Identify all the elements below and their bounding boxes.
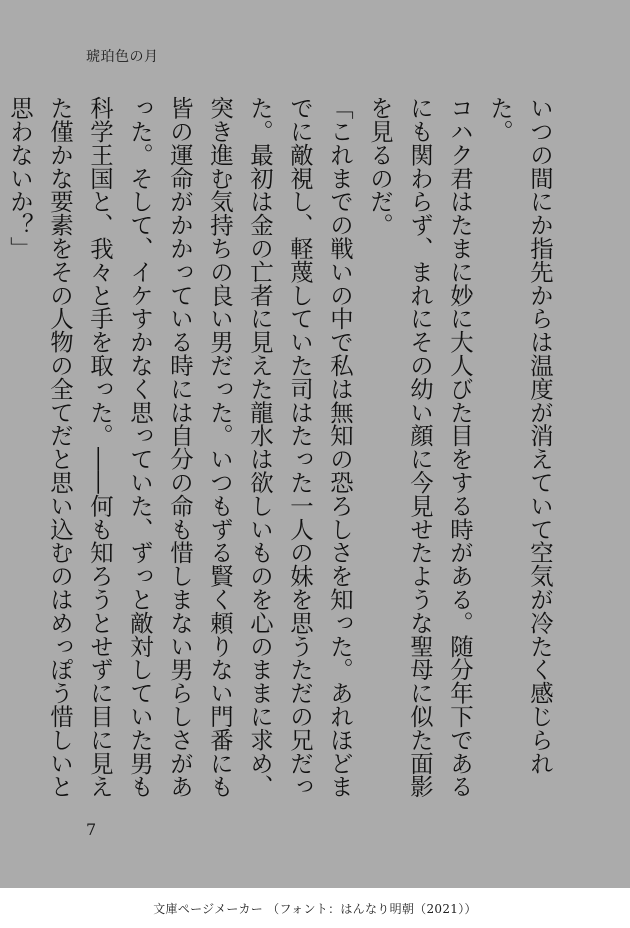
body-text bbox=[6, 96, 560, 816]
paragraph: いつの間にか指先からは温度が消えていて空気が冷たく感じられた。 bbox=[486, 96, 554, 775]
paragraph: 「これまでの戦いの中で私は無知の恐ろしさを知った。あれほどまでに敵視し、軽蔑していた司はたった一人の妹を思うただの兄だった。最初は金の亡者に見えた龍水は欲しいものを心のままに求め、突き進む気持ちの良い男だった。いつもずる賢く頼りない門番にも皆の運命がかかっている時には自分の命も惜しまない男らしさがあった。そして、イケすかなく思っていた、ずっと敵対していた男も科学王国と、我々と手を取った。――何も知ろうとせずに目に見えた僅かな要素をその人物の全てだと思い込むのはめっぽう惜しいと思わないか？」 bbox=[6, 96, 354, 798]
running-title: 琥珀色の月 bbox=[86, 49, 159, 65]
page-number: 7 bbox=[86, 820, 97, 839]
footer bbox=[0, 888, 630, 928]
footer-caption: 文庫ページメーカー （フォント：はんなり明朝（2021）） bbox=[153, 901, 477, 916]
paragraph: コハク君はたまに妙に大人びた目をする時がある。随分年下であるにも関わらず、まれにその幼い顔に今見せたような聖母に似た面影を見るのだ。 bbox=[366, 96, 474, 798]
